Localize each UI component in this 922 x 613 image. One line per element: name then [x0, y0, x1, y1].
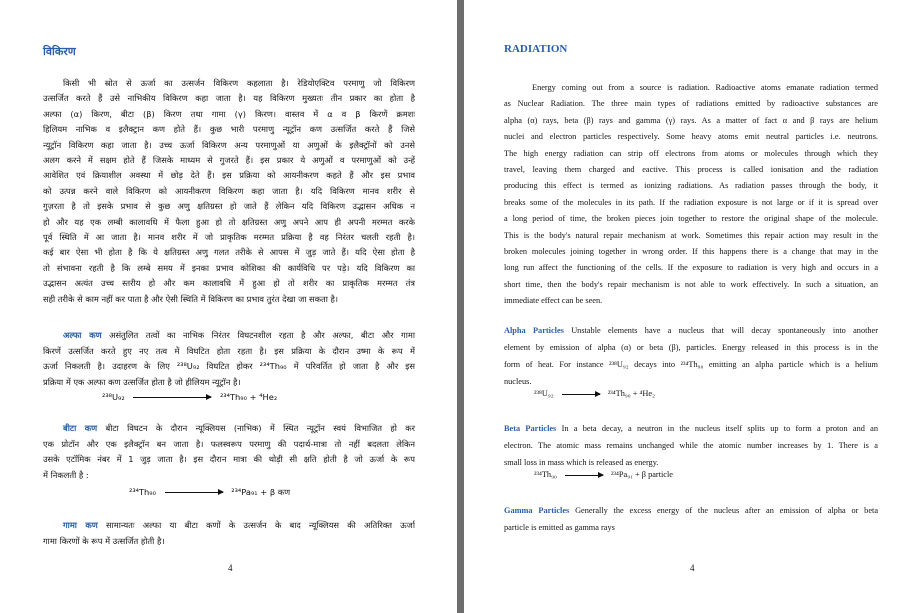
left-gamma-term: गामा कण: [63, 520, 98, 530]
right-gamma-line: Generally the excess energy of the nucleus after an emission of alpha or beta: [575, 506, 878, 515]
right-intro-line: breaks some of the molecules in its path. If the radiation exposure is not large or if it is spread over: [504, 197, 878, 207]
left-beta-paragraph: [43, 421, 415, 483]
left-intro-line: उद्भासन अत्यंत उच्च स्तरीय हो और कम कालावधि में हुआ हो तो शरीर का प्राकृतिक मरम्मत तंत्र: [43, 278, 415, 289]
left-alpha-equation: [102, 392, 277, 402]
left-alpha-eq-rhs: ²³⁴Th₉₀ + ⁴He₂: [219, 392, 278, 402]
reaction-arrow-icon: [565, 475, 603, 476]
left-alpha-line: किरणें उत्सर्जित करते हुए नए तत्व में विघटित होता रहता है। इस प्रक्रिया के दौरान उष्मा के रूप में: [43, 345, 415, 356]
left-intro-line: गुज़रता है तो इसके प्रभाव से कुछ अणु क्षतिग्रस्त हो जाते हैं लेकिन यदि विकिरण उद्भासन अधिक न: [43, 201, 415, 212]
right-beta-eq-rhs: ²³⁴Pa₉₁ + β particle: [611, 470, 673, 479]
left-beta-equation: [129, 487, 290, 498]
right-intro-line: long run affect the functioning of the cells. If the exposure to radiation is very high and occurs in a: [504, 263, 878, 273]
right-intro-line: Energy coming out from a source is radiation. Radioactive atoms emanate radiation termed: [532, 83, 878, 92]
left-page-title: विकिरण: [43, 45, 76, 58]
left-intro-line: किसी भी स्रोत से ऊर्जा का उत्सर्जन विकिरण कहलाता है। रेडियोएक्टिव परमाणु जो विकिरण: [63, 78, 415, 88]
right-intro-line: This is the body's natural repair mechanism at work. Sometimes this repair action may result in the: [504, 230, 878, 240]
right-gamma-term: Gamma Particles: [504, 506, 570, 515]
left-intro-line: अलग करने में सक्षम होते हैं जिसके माध्यम से गुजरते हैं। इस प्रकार ये अणुओं व परमाणुओं को उन्हें: [43, 155, 415, 166]
right-alpha-line: form of heat. For instance ²³⁸U₉₂ decays into ²³⁴Th₉₀ emitting an alpha particle which is a helium: [504, 360, 878, 369]
left-beta-line: में निकलती है :: [43, 469, 89, 480]
left-alpha-line: असंतुलित तत्वों का नाभिक निरंतर विघटनशील रहता है और अल्फा, बीटा और गामा: [109, 330, 415, 340]
left-beta-line: उसके एटॉमिक नंबर में 1 जुड़ जाता है। इस दौरान मात्रा की थोड़ी सी क्षति होती है जो ऊर्जा के रूप: [43, 454, 415, 465]
left-intro-line: तो संभावना रहती है कि लम्बे समय में इनका प्रभाव कोशिका की कार्यविधि पर पड़े। यदि विकिरण का: [43, 262, 415, 273]
left-gamma-line: गामा किरणों के रूप में उत्सर्जित होती है।: [43, 535, 165, 546]
right-intro-line: alpha (α) rays, beta (β) rays and gamma (γ) rays. As a matter of fact α and β rays are helium: [504, 115, 878, 125]
right-alpha-equation: [534, 389, 655, 398]
right-intro-line: immediate effect can be seen.: [504, 296, 603, 306]
left-intro-line: हिलियम नाभिक व इलैक्ट्रान कण होते हैं। कुछ भारी परमाणु न्यूट्रॉन कण उत्सर्जित करते हैं जिसे: [43, 124, 415, 135]
right-intro-line: producing this effect is termed as ionizing radiations. As radiation passes through the body, it: [504, 181, 878, 191]
right-page-number: 4: [690, 563, 695, 573]
right-alpha-term: Alpha Particles: [504, 326, 564, 335]
left-page-number: 4: [228, 563, 233, 573]
right-intro-line: broken molecules joining together in wrong order. If this happens there is a change that may in the: [504, 247, 878, 257]
left-intro-line: अल्फा (α) किरण, बीटा (β) किरण तथा गामा (γ) किरण। वास्तव में α व β किरणें क्रमशः: [43, 108, 415, 119]
left-page-hindi: [0, 0, 457, 613]
right-alpha-eq-lhs: ²³⁸U₉₂: [534, 389, 554, 398]
left-gamma-line: सामान्यतः अल्फा या बीटा कणों के उत्सर्जन के बाद न्यूक्लियस की अतिरिक्त ऊर्जा: [106, 520, 415, 530]
left-alpha-line: प्रक्रिया में एक अल्फा कण उत्सर्जित होता है जो हीलियम न्यूट्रॉन है।: [43, 376, 241, 387]
right-beta-line: electron. The atomic mass remains unchanged while the atomic number increases by 1. There is a: [504, 441, 878, 450]
right-beta-paragraph: [504, 420, 878, 471]
left-beta-term: बीटा कण: [63, 423, 98, 433]
left-intro-paragraph: [43, 76, 415, 307]
right-page-english: [464, 0, 922, 613]
left-alpha-term: अल्फा कण: [63, 330, 102, 340]
right-intro-line: travel, leaving them charged and eactive. This process is called ionisation and the radiation: [504, 165, 878, 175]
right-beta-line: small loss in mass which is released as energy.: [504, 458, 659, 467]
left-beta-eq-rhs: ²³⁴Pa₉₁ + β कण: [231, 487, 291, 497]
right-page-title: RADIATION: [504, 43, 568, 55]
page-gutter: [457, 0, 464, 613]
reaction-arrow-icon: [562, 394, 600, 395]
left-alpha-line: ऊर्जा निकलती है। उदाहरण के लिए ²³⁸U₉₂ विघटित होकर ²³⁴Th₉₀ में परिवर्तित हो जाता है और इस: [43, 361, 415, 372]
left-intro-line: पूर्व स्थिति में आ जाता है। मानव शरीर में जो प्राकृतिक मरम्मत प्रक्रिया है वह निरंतर चलती रहती है।: [43, 232, 415, 243]
left-alpha-eq-lhs: ²³⁸U₉₂: [102, 392, 125, 402]
left-intro-line: उत्सर्जित करते हैं उसे नाभिकीय विकिरण कहा जाता है। यह विकिरण मुख्यतः तीन प्रकार का होता है: [43, 93, 415, 104]
right-alpha-line: element by emission of alpha (α) or beta (β), particles. Energy released in this process is in the: [504, 343, 878, 352]
left-intro-line: हो और यह एक लम्बी कालावधि में फैला हुआ हो तो क्षतिग्रस्त अणु अपने आप ही अपनी मरम्मत करके: [43, 216, 415, 227]
left-intro-line: आवेशित एवं क्रियाशील अवस्था में छोड़ देते हैं। इस प्रक्रिया को आयनीकरण कहते हैं और इस प्रभाव: [43, 170, 415, 181]
left-beta-line: एक प्रोटॉन और एक इलैक्ट्रॉन बन जाता है। फलस्वरूप परमाणु की पदार्थ-मात्रा तो नहीं बदलता लेकिन: [43, 438, 415, 449]
left-gamma-paragraph: [43, 518, 415, 549]
left-intro-line: कई बार ऐसा भी होता है कि ये क्षतिग्रस्त अणु गलत तरीके से आपस में जुड़ जाते हैं। यदि ऐसा होता है: [43, 247, 415, 258]
right-alpha-line: Unstable elements have a nucleus that will decay spontaneously into another: [571, 326, 878, 335]
right-intro-line: The high energy radiation can strip off electrons from atoms or molecules through which they: [504, 148, 878, 158]
right-beta-eq-lhs: ²³⁴Th₉₀: [534, 470, 557, 479]
right-gamma-paragraph: [504, 502, 878, 536]
right-intro-line: nuclei and electron particles respectively. Some heavy atoms emit neutral particles i.e. neutrons.: [504, 132, 878, 142]
reaction-arrow-icon: [165, 492, 223, 493]
right-intro-line: a long period of time, the broken pieces join together to restore the original shape of the molecule.: [504, 214, 878, 224]
left-alpha-paragraph: [43, 328, 415, 390]
right-intro-line: short time, then the body's repair mechanism is not able to work effectively. In such a situation, an: [504, 279, 878, 289]
right-gamma-line: particle is emitted as gamma rays: [504, 523, 615, 532]
left-beta-eq-lhs: ²³⁴Th₉₀: [129, 487, 156, 497]
right-alpha-paragraph: [504, 322, 878, 390]
left-intro-line: सही तरीके से काम नहीं कर पाता है और ऐसी स्थिति में विकिरण का प्रभाव तुरंत देखा जा सकता है।: [43, 293, 339, 304]
right-beta-line: In a beta decay, a neutron in the nucleus itself splits up to form a proton and an: [561, 424, 878, 433]
right-intro-line: as Nuclear Radiation. The three main types of radiations emitted by radioactive substances are: [504, 99, 878, 109]
left-intro-line: न्यूट्रॉन विकिरण कहा जाता है। उच्च ऊर्जा विकिरण अन्य परमाणुओं या अणुओं के इलैक्ट्रॉनों को उनसे: [43, 139, 415, 150]
right-beta-term: Beta Particles: [504, 424, 557, 433]
reaction-arrow-icon: [133, 397, 211, 398]
left-beta-line: बीटा विघटन के दौरान न्यूक्लियस (नाभिक) में स्थित न्यूट्रॉन स्वयं विभाजित हो कर: [105, 423, 415, 433]
right-alpha-eq-rhs: ²³⁴Th₉₀ + ⁴He₂: [607, 389, 655, 398]
left-intro-line: को उत्पन्न करने वाले विकिरण को आयनीकरण विकिरण कहा जाता है। यदि विकिरण मानव शरीर से: [43, 185, 415, 196]
right-beta-equation: [534, 470, 673, 479]
right-intro-paragraph: [504, 80, 878, 310]
right-alpha-line: nucleus.: [504, 377, 532, 386]
